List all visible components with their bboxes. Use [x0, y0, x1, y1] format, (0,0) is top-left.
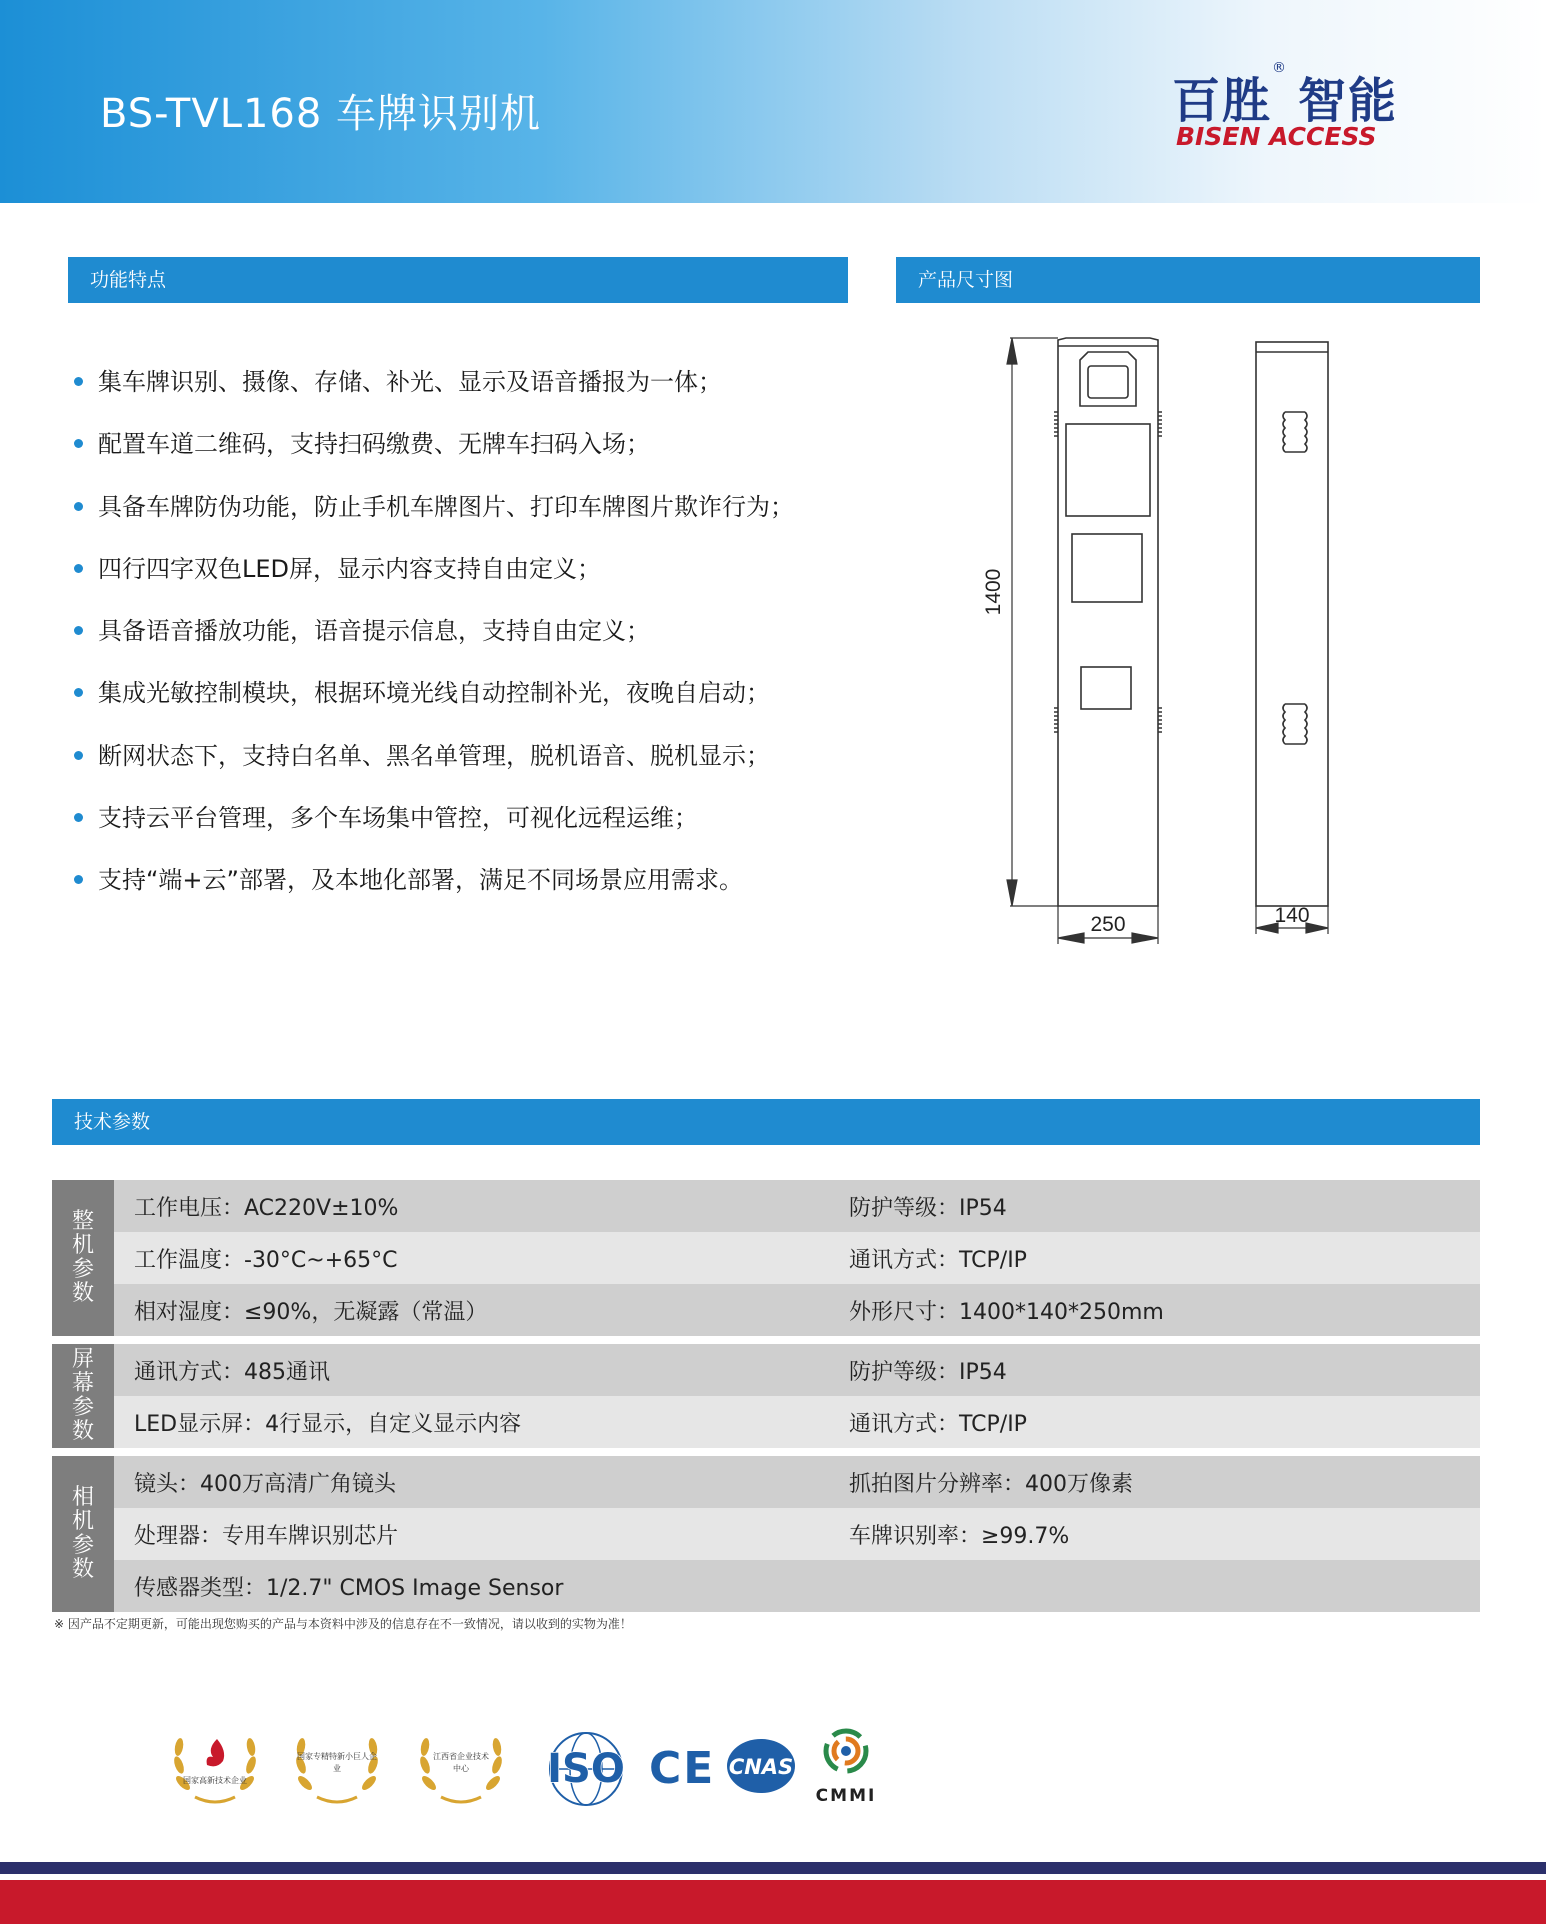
feature-item: [72, 424, 794, 486]
svg-text:CMMI: CMMI: [815, 1786, 877, 1806]
param-cell-left: 处理器：专用车牌识别芯片: [134, 1523, 399, 1549]
side-view-outline: [1256, 342, 1328, 906]
param-row: [114, 1180, 1480, 1232]
param-group-label: 相机参数: [52, 1456, 114, 1612]
param-cell-right: 防护等级：IP54: [849, 1195, 1007, 1221]
logo-english: BISEN ACCESS: [1176, 122, 1377, 151]
param-group: [52, 1456, 1480, 1612]
logo-chinese: 百胜 智能: [1172, 73, 1399, 129]
bullet-icon: [74, 502, 83, 511]
feature-text: 断网状态下，支持白名单、黑名单管理，脱机语音、脱机显示；: [98, 741, 770, 770]
feature-list: [72, 362, 794, 923]
param-row: [114, 1232, 1480, 1284]
param-cell-right: 防护等级：IP54: [849, 1359, 1007, 1385]
iso-logo: [541, 1729, 631, 1809]
param-cell-left: 工作电压：AC220V±10%: [134, 1195, 399, 1221]
feature-item: [72, 673, 794, 735]
width-dimension-label: 250: [1090, 913, 1126, 936]
param-group: [52, 1344, 1480, 1448]
depth-dimension-label: 140: [1274, 904, 1310, 927]
feature-item: [72, 611, 794, 673]
side-vents: [1283, 412, 1307, 744]
feature-text: 集车牌识别、摄像、存储、补光、显示及语音播报为一体；: [98, 368, 722, 396]
feature-text: 支持云平台管理，多个车场集中管控，可视化远程运维；: [98, 804, 698, 833]
dimension-drawing: [960, 330, 1360, 950]
param-cell-left: 镜头：400万高清广角镜头: [134, 1471, 396, 1497]
feature-item: [72, 362, 794, 424]
cnas-logo: [725, 1737, 797, 1795]
feature-text: 集成光敏控制模块，根据环境光线自动控制补光，夜晚自启动；: [98, 679, 770, 708]
front-vents-bottom: [1054, 708, 1162, 732]
param-cell-left: 通讯方式：485通讯: [134, 1359, 330, 1385]
bullet-icon: [74, 751, 83, 760]
features-section-header: 功能特点: [68, 257, 848, 303]
param-group-label: 整机参数: [52, 1180, 114, 1336]
header-banner: [0, 0, 1546, 203]
bullet-icon: [74, 688, 83, 697]
disclaimer-note: ※ 因产品不定期更新，可能出现您购买的产品与本资料中涉及的信息存在不一致情况，请以收到的实物为准！: [54, 1617, 632, 1631]
param-cell-right: 抓拍图片分辨率：400万像素: [849, 1471, 1133, 1497]
cmmi-logo: [813, 1725, 879, 1815]
feature-text: 具备车牌防伪功能，防止手机车牌图片、打印车牌图片欺诈行为；: [98, 492, 794, 521]
feature-text: 具备语音播放功能，语音提示信息，支持自由定义；: [98, 617, 650, 646]
feature-item: [72, 736, 794, 798]
params-table: [52, 1180, 1480, 1620]
param-row: [114, 1456, 1480, 1508]
param-cell-right: 通讯方式：TCP/IP: [849, 1247, 1027, 1273]
bullet-icon: [74, 813, 83, 822]
bullet-icon: [74, 564, 83, 573]
cert-badge-tech-center: 江西省企业技术中心: [411, 1725, 511, 1815]
param-cell-left: LED显示屏：4行显示，自定义显示内容: [134, 1411, 522, 1437]
led-display-panel: [1066, 424, 1150, 516]
dimensions-section-header: 产品尺寸图: [896, 257, 1480, 303]
feature-item: [72, 860, 794, 922]
param-row: [114, 1560, 1480, 1612]
param-cell-left: 工作温度：-30°C~+65°C: [134, 1247, 398, 1273]
feature-text: 四行四字双色LED屏，显示内容支持自由定义；: [98, 554, 602, 583]
param-group-label: 屏幕参数: [52, 1344, 114, 1448]
page-title: BS-TVL168 车牌识别机: [100, 91, 542, 137]
param-cell-right: 外形尺寸：1400*140*250mm: [849, 1299, 1164, 1325]
flame-icon: [207, 1739, 225, 1766]
bullet-icon: [74, 626, 83, 635]
feature-item: [72, 549, 794, 611]
param-row: [114, 1344, 1480, 1396]
bullet-icon: [74, 439, 83, 448]
bullet-icon: [74, 377, 83, 386]
svg-text:ISO: ISO: [547, 1746, 625, 1792]
laurel-icon: [165, 1725, 265, 1805]
param-cell-right: 车牌识别率：≥99.7%: [849, 1523, 1070, 1549]
param-row: [114, 1508, 1480, 1560]
param-group: [52, 1180, 1480, 1336]
param-cell-left: 相对湿度：≤90%，无凝露（常温）: [134, 1299, 488, 1325]
qr-code-panel: [1072, 534, 1142, 602]
footer-stripe-navy: [0, 1862, 1546, 1874]
feature-item: [72, 487, 794, 549]
feature-text: 配置车道二维码，支持扫码缴费、无牌车扫码入场；: [98, 430, 650, 459]
brand-logo: [1172, 60, 1399, 157]
bullet-icon: [74, 875, 83, 884]
feature-text: 支持“端+云”部署，及本地化部署，满足不同场景应用需求。: [98, 866, 743, 895]
height-dimension-label: 1400: [982, 568, 1005, 616]
svg-text:CNAS: CNAS: [728, 1755, 794, 1779]
feature-item: [72, 798, 794, 860]
ce-logo: CE: [649, 1743, 716, 1794]
param-cell-left: 传感器类型：1/2.7" CMOS Image Sensor: [134, 1575, 564, 1601]
cert-badge-high-tech: 国家高新技术企业: [165, 1725, 265, 1815]
params-section-header: 技术参数: [52, 1099, 1480, 1145]
param-row: [114, 1284, 1480, 1336]
footer-stripe-red: [0, 1880, 1546, 1924]
indicator-panel: [1081, 667, 1131, 709]
registered-mark: ®: [1272, 60, 1286, 76]
cert-badge-little-giant: 国家专精特新小巨人企业: [287, 1725, 387, 1815]
param-row: [114, 1396, 1480, 1448]
param-cell-right: 通讯方式：TCP/IP: [849, 1411, 1027, 1437]
